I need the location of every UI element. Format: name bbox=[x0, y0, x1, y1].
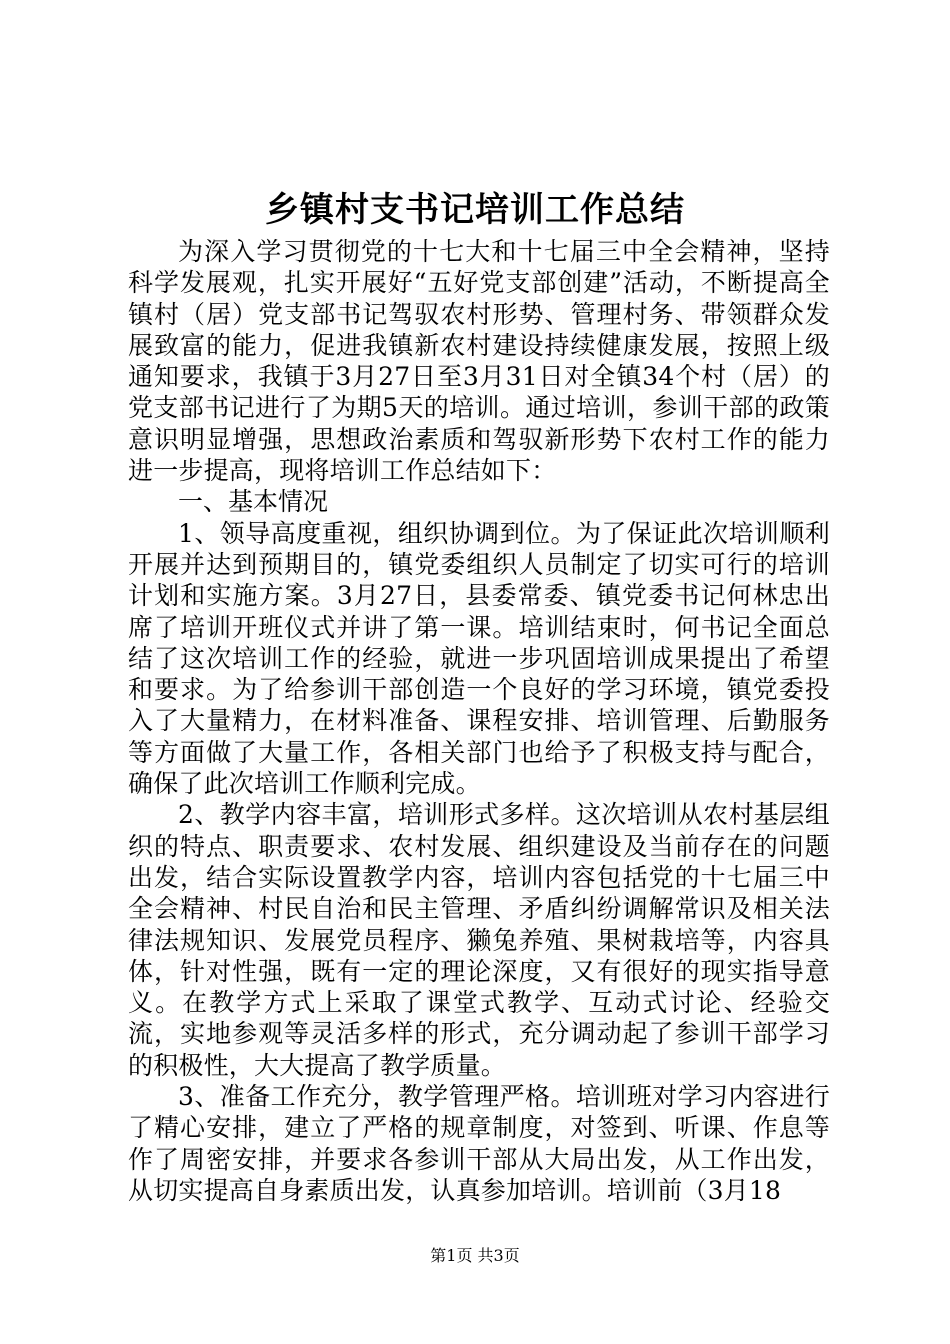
section-heading-basic-situation: 一、基本情况 bbox=[178, 487, 329, 517]
paragraph-leadership: 1、领导高度重视，组织协调到位。为了保证此次培训顺利开展并达到预期目的，镇党委组织人员制定了切实可行的培训计划和实施方案。3月27日，县委常委、镇党委书记何林忠出席了培训开班仪式并讲了第一课。培训结束时，何书记全面总结了这次培训工作的经验，就进一步巩固培训成果提出了希望和要求。为了给参训干部创造一个良好的学习环境，镇党委投入了大量精力，在材料准备、课程安排、培训管理、后勤服务等方面做了大量工作，各相关部门也给予了积极支持与配合，确保了此次培训工作顺利完成。 bbox=[128, 518, 830, 799]
document-title: 乡镇村支书记培训工作总结 bbox=[265, 190, 685, 230]
intro-paragraph: 为深入学习贯彻党的十七大和十七届三中全会精神，坚持科学发展观，扎实开展好“五好党支部创建”活动，不断提高全镇村（居）党支部书记驾驭农村形势、管理村务、带领群众发展致富的能力，促进我镇新农村建设持续健康发展，按照上级通知要求，我镇于3月27日至3月31日对全镇34个村（居）的党支部书记进行了为期5天的培训。通过培训，参训干部的政策意识明显增强，思想政治素质和驾驭新形势下农村工作的能力进一步提高，现将培训工作总结如下： bbox=[128, 237, 830, 486]
paragraph-preparation: 3、准备工作充分，教学管理严格。培训班对学习内容进行了精心安排，建立了严格的规章制度，对签到、听课、作息等作了周密安排，并要求各参训干部从大局出发，从工作出发，从切实提高自身素质出发，认真参加培训。培训前（3月18 bbox=[128, 1082, 830, 1205]
document-body bbox=[128, 236, 830, 1206]
paragraph-teaching-content: 2、教学内容丰富，培训形式多样。这次培训从农村基层组织的特点、职责要求、农村发展、组织建设及当前存在的问题出发，结合实际设置教学内容，培训内容包括党的十七届三中全会精神、村民自治和民主管理、矛盾纠纷调解常识及相关法律法规知识、发展党员程序、獭兔养殖、果树栽培等，内容具体，针对性强，既有一定的理论深度，又有很好的现实指导意义。在教学方式上采取了课堂式教学、互动式讨论、经验交流，实地参观等灵活多样的形式，充分调动起了参训干部学习的积极性，大大提高了教学质量。 bbox=[128, 800, 830, 1080]
page-footer: 第1页 共3页 bbox=[430, 1246, 520, 1265]
